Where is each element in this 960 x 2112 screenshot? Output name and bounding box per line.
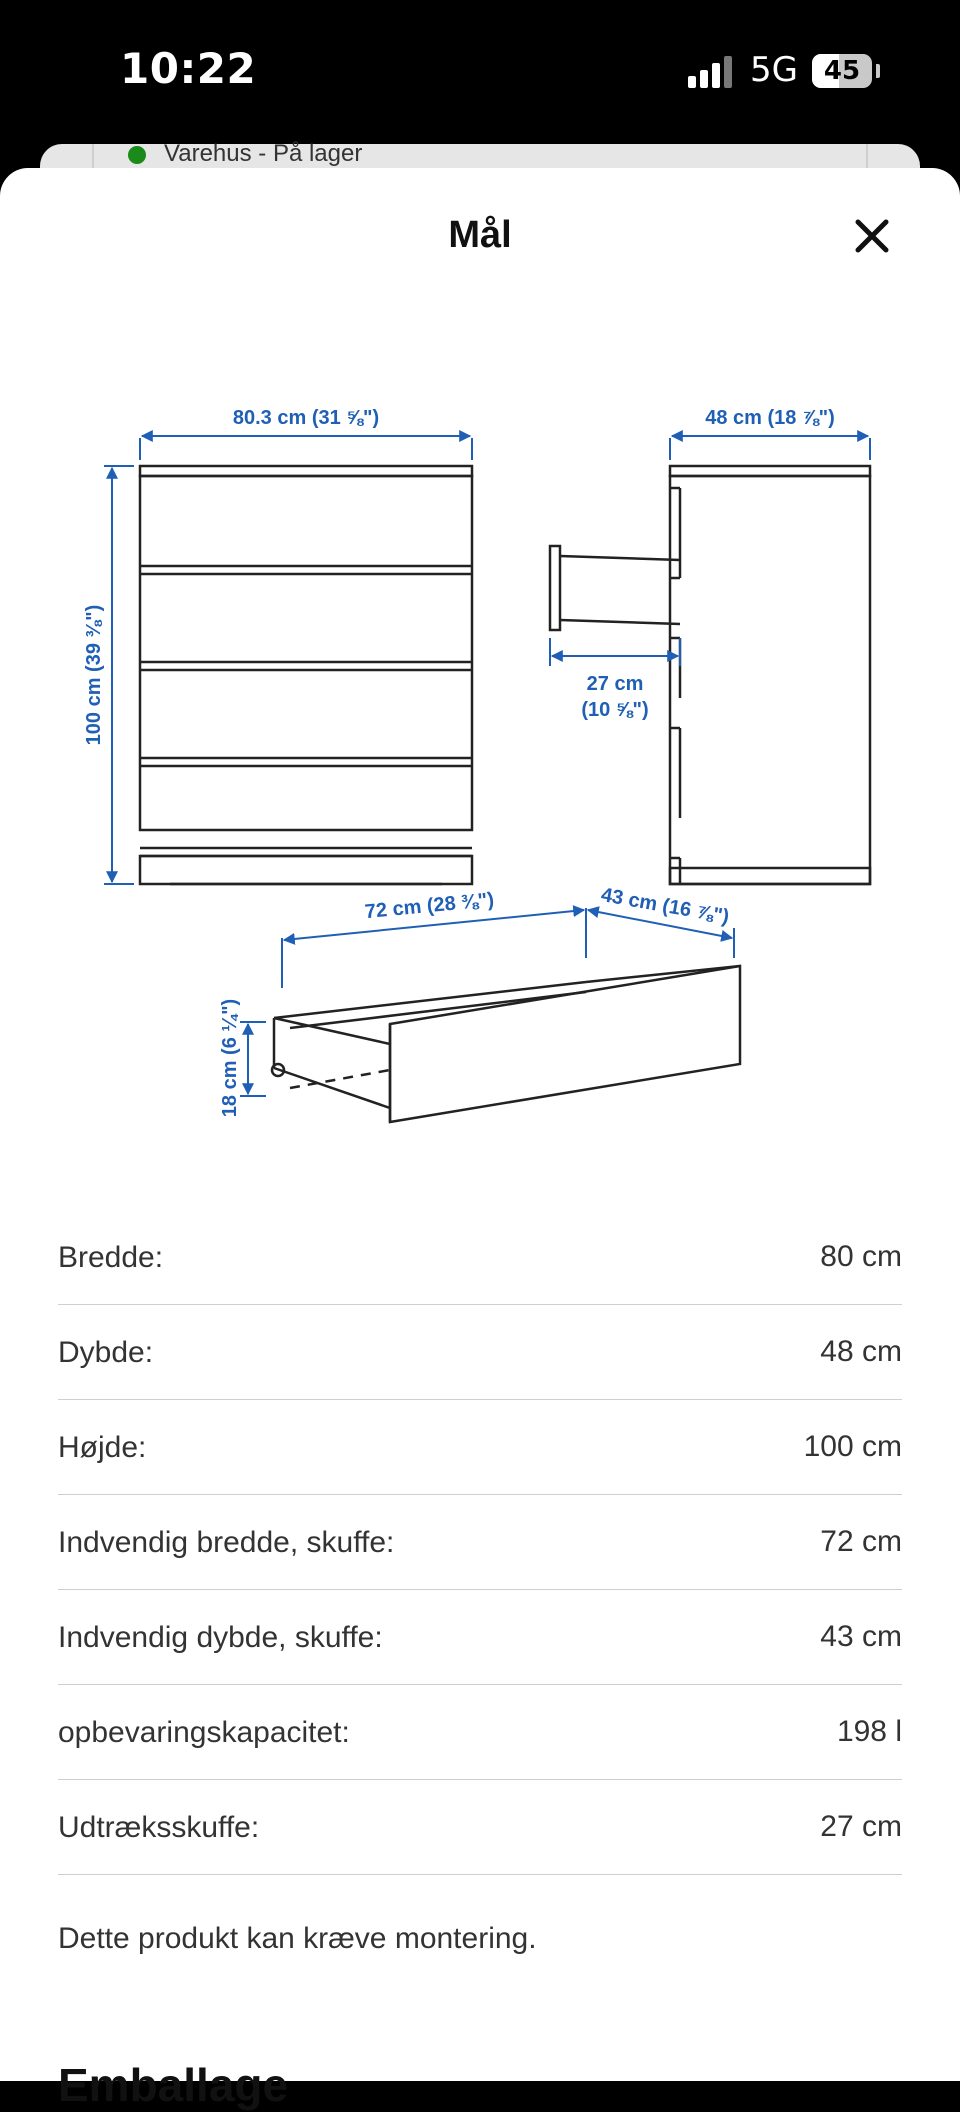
battery-level: 45 xyxy=(823,56,861,86)
height-dimension xyxy=(104,466,134,884)
sheet-title: Mål xyxy=(448,214,512,256)
spec-row xyxy=(58,1400,902,1495)
drawer-height-label: 18 cm (6 ¼") xyxy=(219,998,241,1118)
front-width-label: 80.3 cm (31 ⅝") xyxy=(232,407,380,429)
section-heading-packaging: Emballage xyxy=(58,2059,289,2111)
dimension-diagram xyxy=(0,368,960,1348)
spec-label: Højde: xyxy=(58,1431,147,1464)
status-time: 10:22 xyxy=(120,44,257,93)
spec-row xyxy=(58,1305,902,1400)
spec-value: 72 cm xyxy=(820,1525,902,1558)
dimensions-sheet xyxy=(0,168,960,2111)
spec-list xyxy=(58,1210,902,1875)
spec-row xyxy=(58,1685,902,1780)
spec-value: 80 cm xyxy=(820,1240,902,1273)
spec-value: 198 l xyxy=(836,1715,902,1748)
spec-value: 43 cm xyxy=(820,1620,902,1653)
spec-label: Bredde: xyxy=(58,1241,164,1274)
spec-row xyxy=(58,1495,902,1590)
spec-value: 27 cm xyxy=(820,1810,902,1843)
signal-icon xyxy=(688,56,732,88)
drawer-depth-label: 43 cm (16 ⅞") xyxy=(599,884,731,929)
drawer-width-dimension xyxy=(282,908,586,988)
drawer-width-label: 72 cm (28 ⅜") xyxy=(363,888,495,924)
spec-label: Indvendig bredde, skuffe: xyxy=(58,1526,395,1559)
stock-status-icon xyxy=(128,146,146,164)
spec-value: 48 cm xyxy=(820,1335,902,1368)
battery-icon xyxy=(812,54,872,88)
side-depth-label: 48 cm (18 ⅞") xyxy=(705,407,835,429)
assembly-note: Dette produkt kan kræve montering. xyxy=(58,1922,537,1955)
spec-label: Dybde: xyxy=(58,1336,154,1369)
network-label: 5G xyxy=(750,50,798,90)
drawer-extension-label-line1: 27 cm xyxy=(586,673,644,695)
spec-value: 100 cm xyxy=(803,1430,902,1463)
spec-row xyxy=(58,1590,902,1685)
status-bar xyxy=(0,0,960,140)
height-label: 100 cm (39 ⅜") xyxy=(83,604,105,746)
side-depth-dimension xyxy=(670,436,870,460)
spec-row xyxy=(58,1210,902,1305)
front-view-drawing xyxy=(140,466,472,884)
close-icon xyxy=(848,212,896,260)
stock-status-text: Varehus - På lager xyxy=(164,140,363,167)
drawer-height-dimension xyxy=(240,1022,266,1096)
drawer-drawing xyxy=(272,966,740,1122)
close-button[interactable] xyxy=(848,212,896,260)
spec-label: Udtræksskuffe: xyxy=(58,1811,260,1844)
spec-label: opbevaringskapacitet: xyxy=(58,1716,350,1749)
front-width-dimension xyxy=(140,436,472,460)
drawer-extension-label-line2: (10 ⅝") xyxy=(581,699,649,721)
spec-row xyxy=(58,1780,902,1875)
drawer-extension-dimension xyxy=(550,638,680,666)
spec-label: Indvendig dybde, skuffe: xyxy=(58,1621,383,1654)
battery-tip xyxy=(876,64,880,78)
